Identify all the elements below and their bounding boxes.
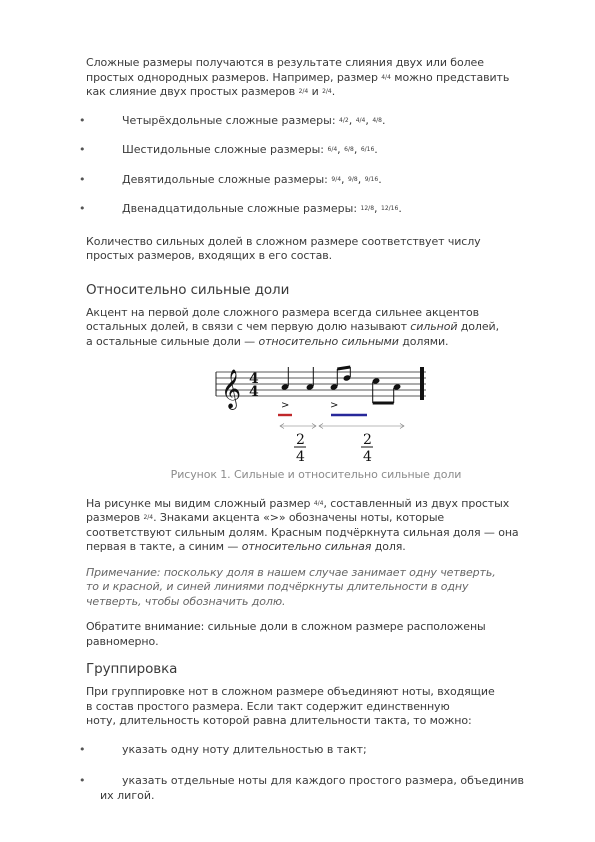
grouping-line-2: в состав простого размера. Если такт содержит единственную [86, 699, 450, 713]
staff-lines [216, 372, 426, 396]
list-item-label: Двенадцатидольные сложные размеры: [122, 202, 361, 215]
explain-line-1a: На рисунке мы видим сложный размер [86, 496, 314, 510]
list-item-label: Шестидольные сложные размеры: [122, 143, 328, 156]
fraction-2-4-right [361, 432, 373, 462]
explain-line-2a: размеров [86, 511, 144, 524]
accent-em-relative: относительно сильными [258, 334, 399, 348]
bullet-dot: • [79, 202, 86, 215]
attention-line-2: равномерно. [86, 634, 159, 648]
note-eighth-pair-1 [330, 367, 352, 391]
treble-clef-icon: 𝄞 [221, 369, 242, 409]
intro-line-1: Сложные размеры получаются в результате слияния двух или более [86, 56, 484, 69]
count-line-2: простых размеров, входящих в его состав. [86, 249, 333, 262]
intro-line-2a: простых однородных размеров. Например, размер [86, 70, 382, 84]
note-quarter-2 [306, 367, 315, 391]
list-item-label: Четырёхдольные сложные размеры: [122, 113, 340, 127]
explain-line-2b: . Знаками акцента «>» обозначены ноты, которые [153, 511, 445, 524]
music-figure [86, 358, 546, 462]
list-item-label: указать одну ноту длительностью в такт; [122, 742, 367, 756]
fraction-2-4: 2/4 [298, 88, 309, 95]
fraction-numerator: 2 [363, 432, 372, 448]
list-item-label: Девятидольные сложные размеры: [122, 172, 332, 186]
explain-line-4b: доля. [371, 540, 406, 553]
accent-em-strong: сильной [410, 320, 458, 333]
accent-mark-1: > [281, 400, 290, 411]
note-line-3: четверть, чтобы обозначить долю. [86, 594, 286, 608]
figure-caption: Рисунок 1. Сильные и относительно сильные доли [170, 468, 462, 481]
fraction: 9/16 [364, 175, 379, 183]
fraction: 4/8 [372, 116, 382, 124]
fraction-numerator: 2 [296, 432, 305, 448]
list-item-end: . [398, 202, 402, 215]
list-item: • Двенадцатидольные сложные размеры: 12/8, 12/16. [79, 202, 402, 215]
grouping-paragraph [86, 685, 546, 729]
fraction: 2/4 [143, 514, 154, 521]
document-page [79, 56, 546, 820]
note-line-2: то и красной, и синей линиями подчёркнуты длительности в одну [86, 580, 469, 593]
intro-paragraph [86, 56, 546, 100]
accent-paragraph [86, 306, 546, 350]
list-item: • Шестидольные сложные размеры: 6/4, 6/8, 6/16. [79, 143, 378, 156]
note-paragraph [86, 566, 546, 610]
accent-line-3b: долями. [398, 334, 449, 348]
bullet-dot: • [79, 172, 86, 186]
intro-period: . [331, 85, 336, 98]
accent-line-3a: а остальные сильные доли — [86, 334, 259, 348]
explain-line-3: соответствуют сильным долям. Красным подчёркнута сильная доля — она [86, 525, 519, 539]
fraction-4-4: 4/4 [381, 73, 391, 81]
explain-em: относительно сильная [241, 540, 372, 553]
fraction: 4/2 [339, 116, 349, 124]
time-signature-top: 4 [249, 371, 259, 387]
range-arrow-1 [280, 424, 316, 429]
grouping-list [79, 742, 546, 804]
accent-line-2b: долей, [457, 320, 499, 333]
list-item: • Девятидольные сложные размеры: 9/4, 9/8, 9/16. [79, 172, 382, 186]
explain-line-1b: , составленный из двух простых [323, 496, 510, 510]
intro-line-3a: как слияние двух простых размеров [86, 85, 299, 98]
section-heading-grouping: Группировка [86, 661, 178, 677]
intro-line-2b: можно представить [390, 70, 510, 84]
fraction-denominator: 4 [296, 449, 305, 462]
final-barline [420, 367, 424, 400]
fraction: 6/8 [344, 146, 354, 153]
list-item [79, 742, 546, 758]
list-item-end: . [382, 113, 386, 127]
fraction: 12/16 [381, 205, 399, 212]
note-line-1: Примечание: поскольку доля в нашем случае занимает одну четверть, [86, 565, 496, 579]
list-item: • Четырёхдольные сложные размеры: 4/2, 4/4, 4/8. [79, 113, 386, 127]
complex-meters-list [79, 113, 546, 217]
note-quarter-1 [281, 367, 290, 391]
list-item-end: . [378, 172, 382, 186]
bullet-dot: • [79, 113, 86, 127]
explain-line-4a: первая в такте, а синим — [86, 540, 242, 553]
bullet-dot: • [79, 143, 86, 156]
accent-mark-2: > [330, 400, 339, 411]
attention-paragraph [86, 620, 546, 649]
count-paragraph [86, 235, 546, 264]
range-arrow-2 [319, 424, 404, 429]
list-item-end: . [374, 143, 378, 156]
section-heading-relative-strong: Относительно сильные доли [86, 281, 290, 298]
grouping-line-1: При группировке нот в сложном размере объединяют ноты, входящие [86, 685, 495, 698]
fraction: 4/4 [313, 499, 324, 507]
grouping-line-3: ноту, длительность которой равна длительности такта, то можно: [86, 714, 472, 727]
count-line-1: Количество сильных долей в сложном размере соответствует числу [86, 234, 481, 248]
fraction-2-4-left [294, 432, 306, 462]
intro-and: и [308, 85, 323, 98]
fraction: 12/8 [360, 205, 375, 212]
fraction: 4/4 [355, 116, 366, 124]
fraction: 9/4 [331, 175, 342, 183]
accent-line-2a: остальных долей, в связи с чем первую долю называют [86, 320, 411, 333]
attention-line-1: Обратите внимание: сильные доли в сложном размере расположены [86, 620, 486, 633]
music-notation [86, 358, 546, 462]
list-item-continuation: их лигой. [100, 788, 155, 802]
fraction: 6/16 [360, 146, 375, 153]
list-item [79, 774, 546, 803]
accent-line-1: Акцент на первой доле сложного размера всегда сильнее акцентов [86, 305, 479, 319]
explain-paragraph [86, 497, 546, 555]
fraction: 9/8 [348, 175, 358, 183]
bullet-dot: • [79, 774, 86, 787]
fraction-denominator: 4 [363, 449, 372, 462]
time-signature-bottom: 4 [249, 384, 259, 400]
fraction: 6/4 [327, 146, 338, 153]
bullet-dot: • [79, 742, 86, 756]
fraction-2-4-b: 2/4 [322, 88, 332, 95]
list-item-label: указать отдельные ноты для каждого простого размера, объединив [122, 774, 525, 787]
